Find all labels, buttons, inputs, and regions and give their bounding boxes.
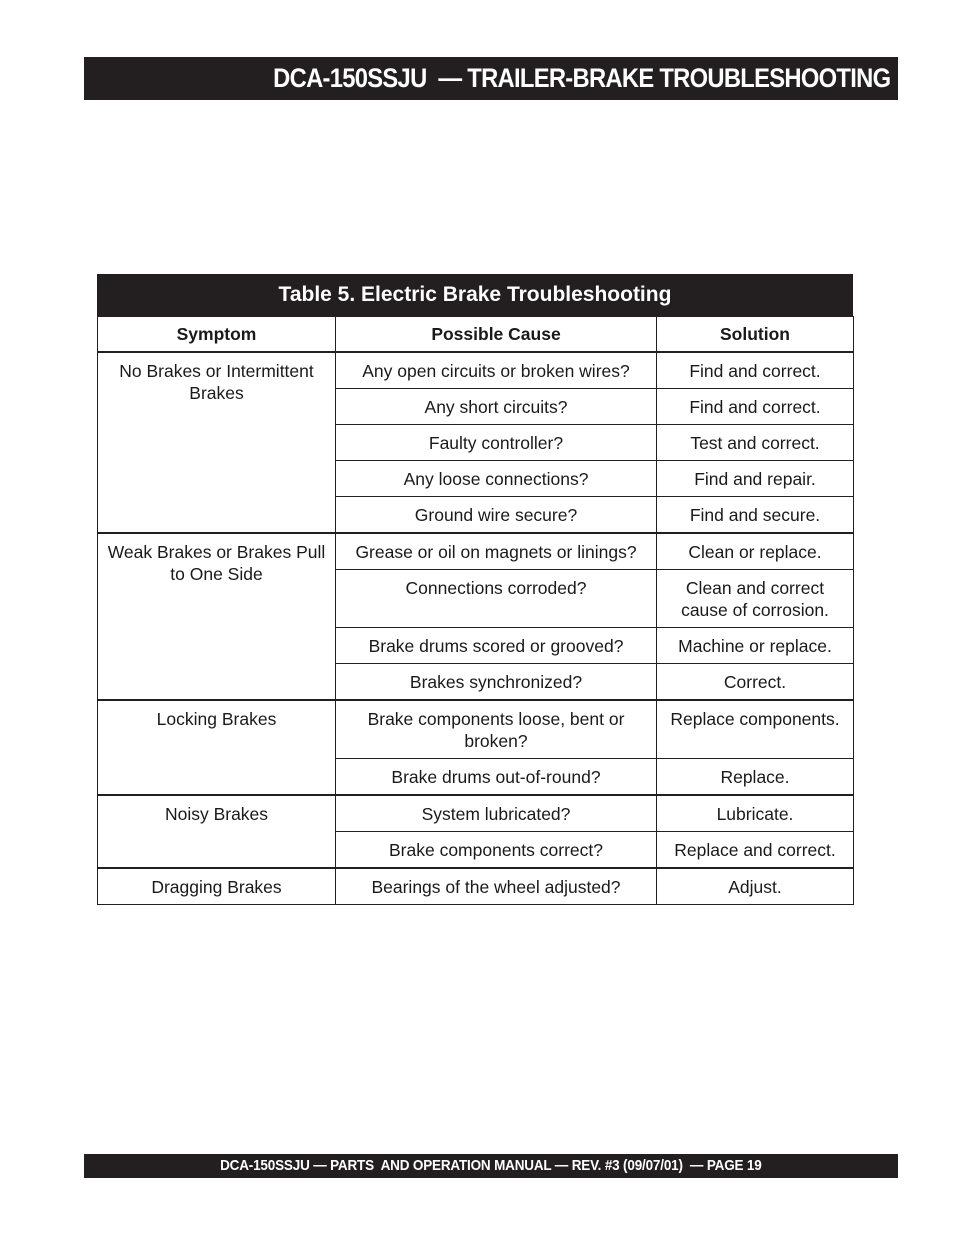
solution-cell: Clean and correct cause of corrosion.: [657, 570, 854, 628]
solution-cell: Replace and correct.: [657, 832, 854, 869]
cause-cell: Any open circuits or broken wires?: [336, 352, 657, 389]
table-header-row: [98, 317, 854, 353]
table-row: [98, 700, 854, 759]
page-footer: [84, 1154, 898, 1178]
symptom-cell: No Brakes or Intermittent Brakes: [98, 352, 336, 533]
table-row: [98, 352, 854, 389]
column-header-symptom: Symptom: [98, 317, 336, 353]
column-header-solution: Solution: [657, 317, 854, 353]
symptom-cell: Dragging Brakes: [98, 868, 336, 905]
cause-cell: Brake drums out-of-round?: [336, 759, 657, 796]
solution-cell: Correct.: [657, 664, 854, 701]
solution-cell: Find and repair.: [657, 461, 854, 497]
cause-cell: Bearings of the wheel adjusted?: [336, 868, 657, 905]
table-body: [98, 352, 854, 905]
solution-cell: Test and correct.: [657, 425, 854, 461]
solution-cell: Clean or replace.: [657, 533, 854, 570]
solution-cell: Machine or replace.: [657, 628, 854, 664]
solution-cell: Find and correct.: [657, 352, 854, 389]
table-row: [98, 868, 854, 905]
cause-cell: Brake drums scored or grooved?: [336, 628, 657, 664]
solution-cell: Replace.: [657, 759, 854, 796]
symptom-cell: Noisy Brakes: [98, 795, 336, 868]
cause-cell: Any loose connections?: [336, 461, 657, 497]
solution-cell: Find and secure.: [657, 497, 854, 534]
cause-cell: Any short circuits?: [336, 389, 657, 425]
solution-cell: Adjust.: [657, 868, 854, 905]
cause-cell: Connections corroded?: [336, 570, 657, 628]
footer-text: DCA-150SSJU — PARTS AND OPERATION MANUAL — REV. #3 (09/07/01) — PAGE 19: [220, 1157, 762, 1174]
table-caption: Table 5. Electric Brake Troubleshooting: [97, 274, 853, 316]
page-title: DCA-150SSJU — TRAILER-BRAKE TROUBLESHOOTING: [272, 63, 890, 93]
cause-cell: System lubricated?: [336, 795, 657, 832]
cause-cell: Brake components loose, bent or broken?: [336, 700, 657, 759]
solution-cell: Lubricate.: [657, 795, 854, 832]
table-row: [98, 795, 854, 832]
symptom-cell: Weak Brakes or Brakes Pull to One Side: [98, 533, 336, 700]
cause-cell: Brakes synchronized?: [336, 664, 657, 701]
cause-cell: Brake components correct?: [336, 832, 657, 869]
cause-cell: Ground wire secure?: [336, 497, 657, 534]
cause-cell: Grease or oil on magnets or linings?: [336, 533, 657, 570]
column-header-cause: Possible Cause: [336, 317, 657, 353]
troubleshooting-table-section: [97, 274, 853, 905]
symptom-cell: Locking Brakes: [98, 700, 336, 795]
cause-cell: Faulty controller?: [336, 425, 657, 461]
page-header: [84, 57, 898, 100]
solution-cell: Replace components.: [657, 700, 854, 759]
table-row: [98, 533, 854, 570]
troubleshooting-table: [97, 316, 854, 905]
solution-cell: Find and correct.: [657, 389, 854, 425]
